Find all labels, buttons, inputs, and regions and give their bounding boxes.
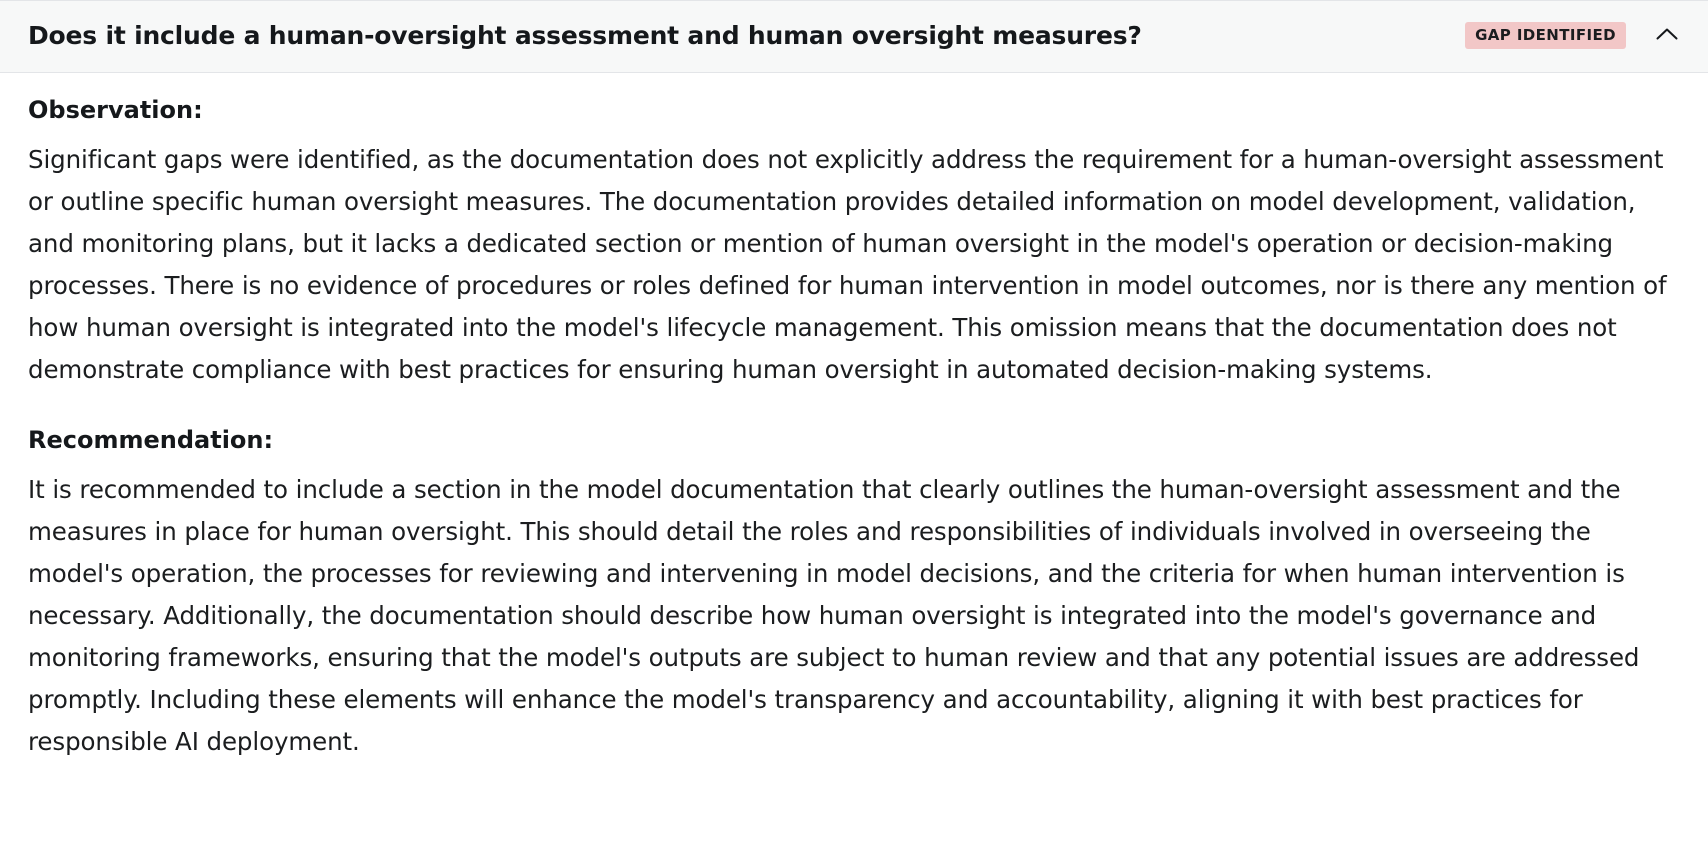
page-title: Does it include a human-oversight assessment and human oversight measures? xyxy=(28,20,1142,50)
panel-header[interactable] xyxy=(0,1,1708,73)
recommendation-text: It is recommended to include a section in the model documentation that clearly outlines the human-oversight assessment and the measures in place for human oversight. This should detail the roles and responsibilities of individuals involved in overseeing the model's operation, the processes for reviewing and intervening in model decisions, and the criteria for when human intervention is necessary. Additionally, the documentation should describe how human oversight is integrated into the model's governance and monitoring frameworks, ensuring that the model's outputs are subject to human review and that any potential issues are addressed promptly. Including these elements will enhance the model's transparency and accountability, aligning it with best practices for responsible AI deployment. xyxy=(28,475,1640,756)
recommendation-label: Recommendation: xyxy=(28,426,274,454)
status-badge: GAP IDENTIFIED xyxy=(1465,22,1626,49)
panel-body xyxy=(0,73,1708,783)
observation-label: Observation: xyxy=(28,96,203,124)
header-actions xyxy=(1465,21,1682,51)
collapse-toggle-button[interactable] xyxy=(1652,21,1682,51)
observation-text: Significant gaps were identified, as the documentation does not explicitly address the requirement for a human-oversight assessment or outline specific human oversight measures. The documentation provides detailed information on model development, validation, and monitoring plans, but it lacks a dedicated section or mention of human oversight in the model's operation or decision-making processes. There is no evidence of procedures or roles defined for human intervention in model outcomes, nor is there any mention of how human oversight is integrated into the model's lifecycle management. This omission means that the documentation does not demonstrate compliance with best practices for ensuring human oversight in automated decision-making systems. xyxy=(28,145,1667,384)
chevron-up-icon xyxy=(1656,27,1678,44)
